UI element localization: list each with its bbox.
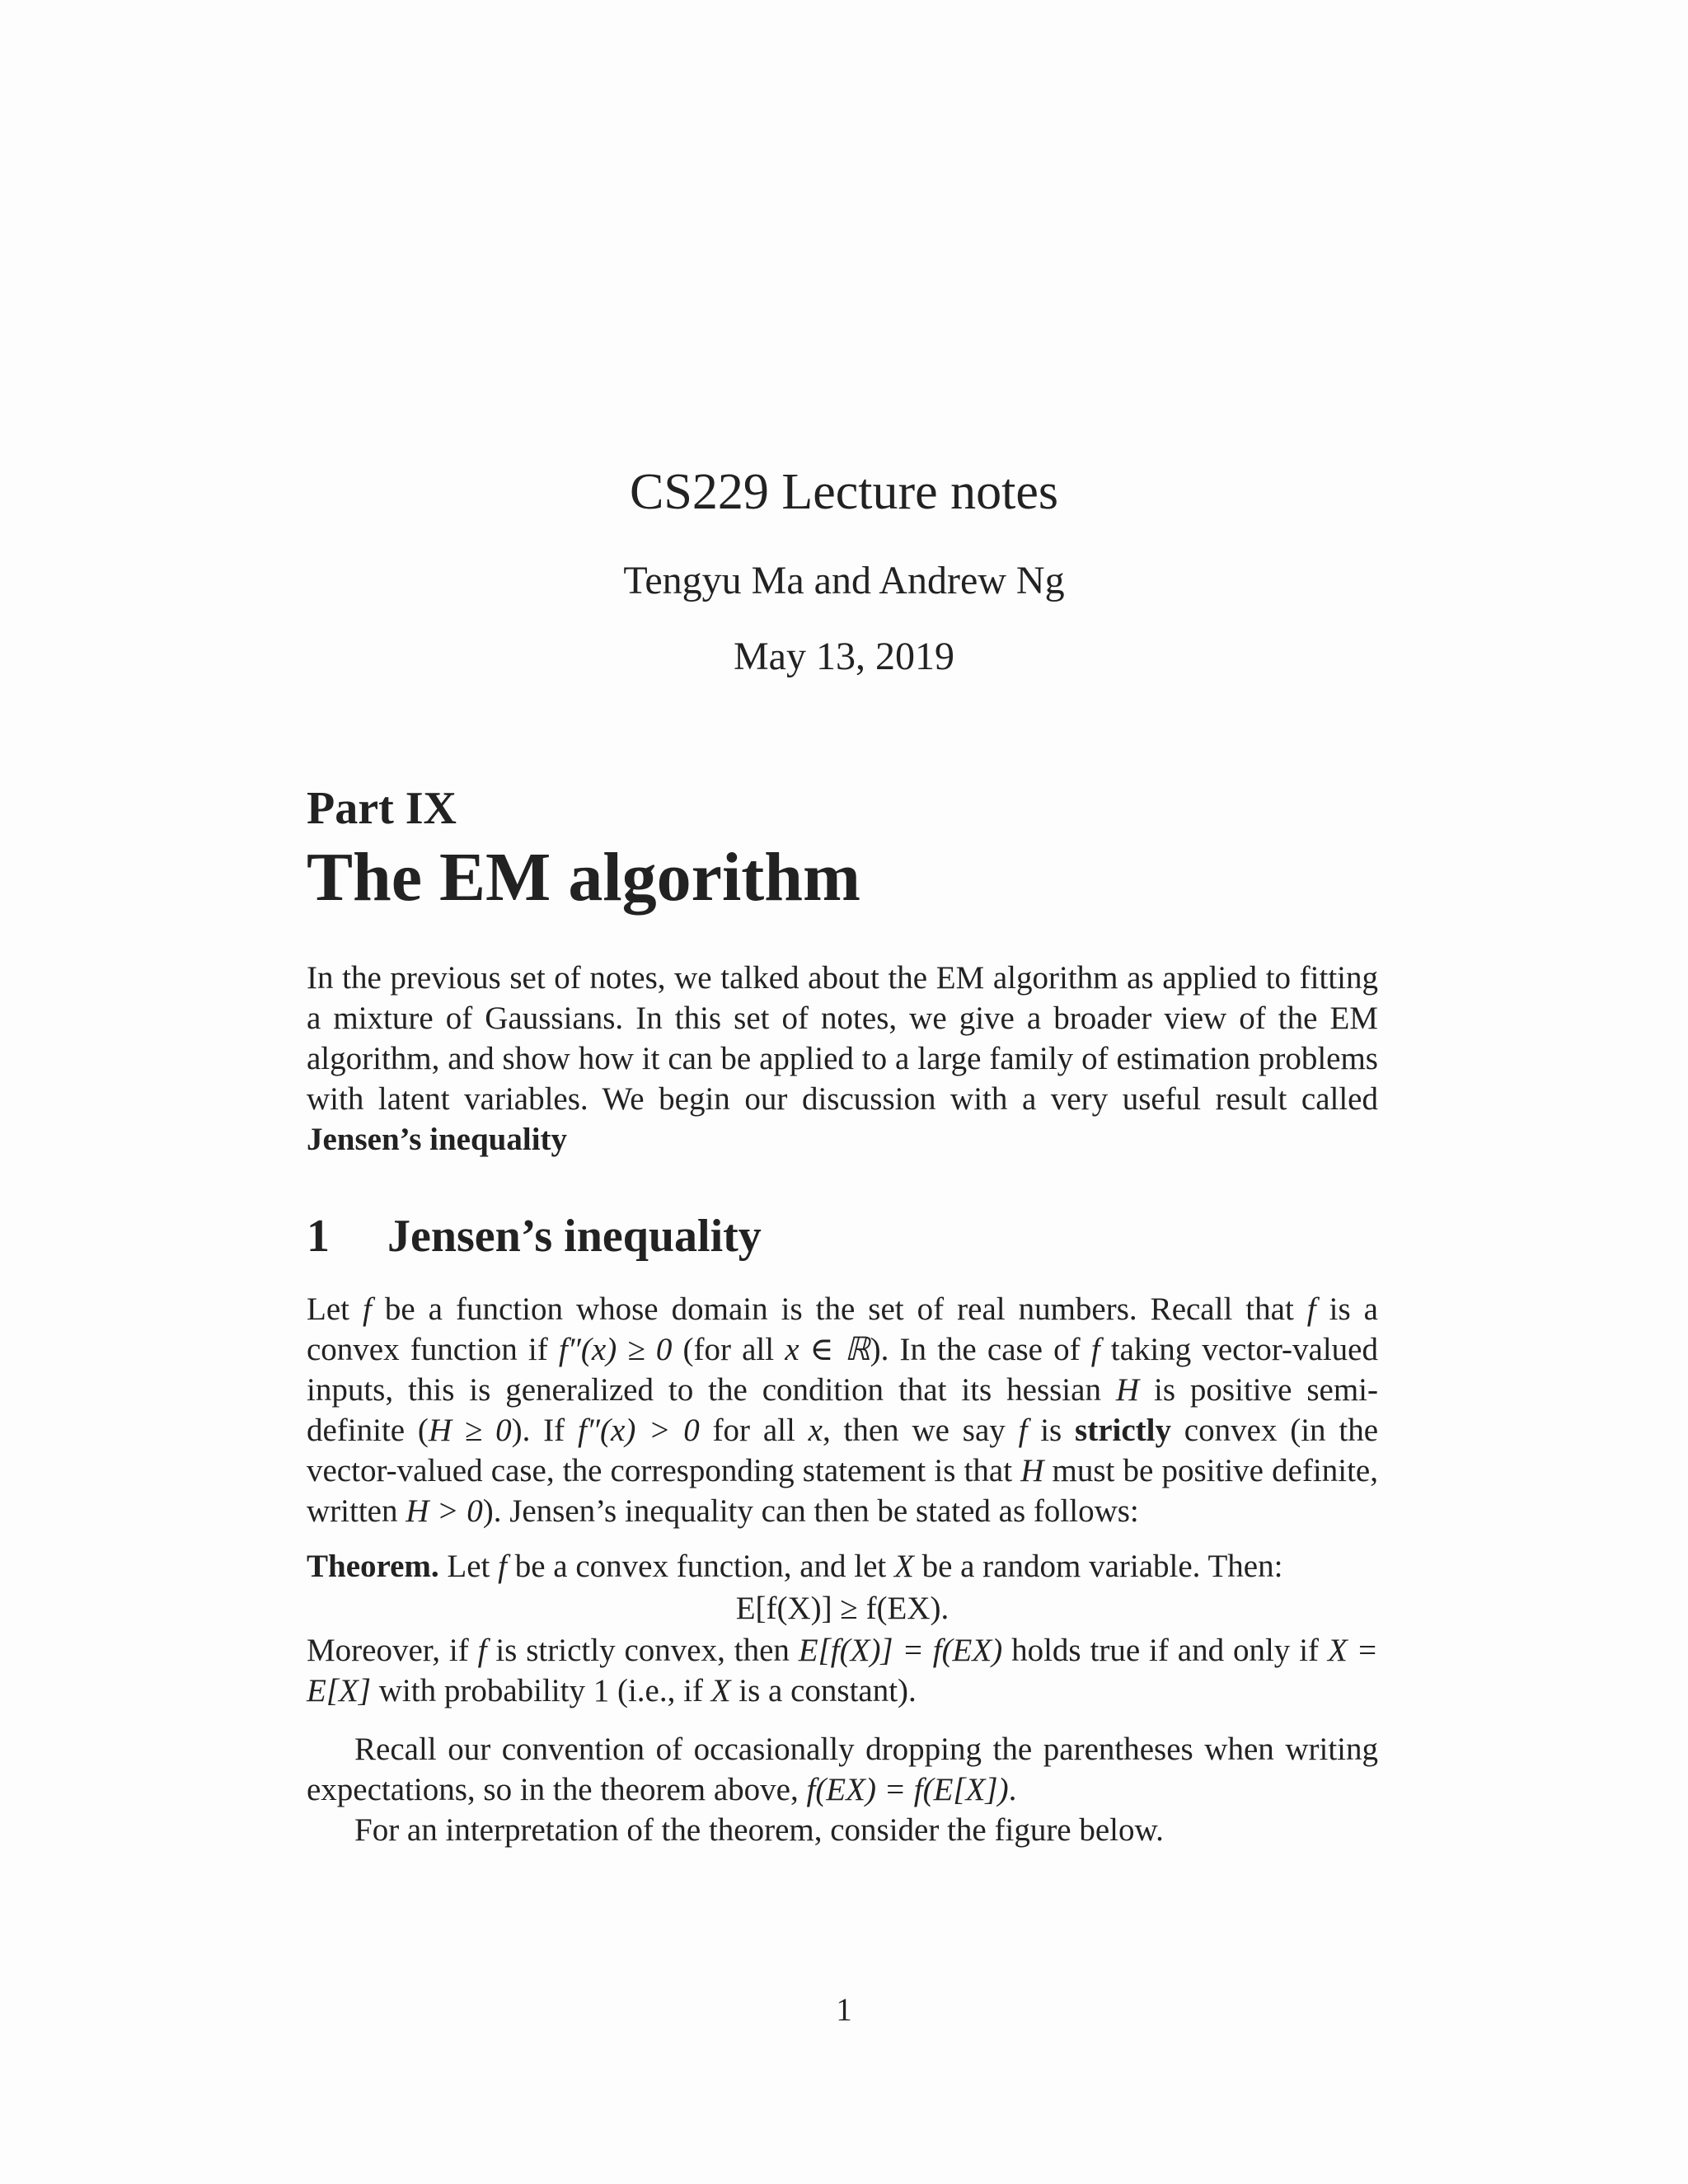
theorem-statement: [307, 1546, 1378, 1586]
text-span: is a convex function if: [307, 1291, 1378, 1367]
text-span: for all: [699, 1412, 809, 1448]
page-number: 1: [836, 1992, 852, 2027]
math-var: f: [1090, 1331, 1100, 1367]
document-authors: Tengyu Ma and Andrew Ng: [623, 559, 1065, 603]
part-title: The EM algorithm: [307, 839, 860, 916]
math-var: f: [362, 1291, 372, 1327]
section-heading: [307, 1209, 1378, 1264]
text-span: (for all: [672, 1331, 785, 1367]
text-span: holds true if and only if: [1002, 1632, 1328, 1668]
text-span: convex (in the vector-valued case, the corresponding statement is that: [307, 1412, 1379, 1488]
math-expression: E[f(X)] = f(EX): [798, 1632, 1003, 1668]
document-date: May 13, 2019: [734, 634, 954, 678]
convention-paragraph: [307, 1729, 1378, 1810]
text-span: with probability 1 (i.e., if: [371, 1672, 711, 1708]
text-span: be a random variable. Then:: [913, 1548, 1283, 1584]
text-span: .: [1008, 1771, 1017, 1807]
equality-condition-paragraph: [307, 1630, 1378, 1711]
text-span: is positive semi-definite (: [307, 1371, 1378, 1448]
math-var: f: [1306, 1291, 1316, 1327]
intro-text: In the previous set of notes, we talked about the EM algorithm as applied to fitting a mixture of Gaussians. In this set of notes, we give a broader view of the EM algorithm, and show how it can be applied to a large family of estimation problems with latent variables. We begin our discussion with a very useful result called: [307, 959, 1378, 1117]
math-var: X: [710, 1672, 731, 1708]
intro-bold-term: Jensen’s inequality: [307, 1121, 568, 1157]
math-var: f: [477, 1632, 487, 1668]
text-span: , then we say: [822, 1412, 1019, 1448]
text-span: Moreover, if: [307, 1632, 478, 1668]
text-span: be a convex function, and let: [506, 1548, 894, 1584]
math-var: x: [808, 1412, 823, 1448]
text-span: Recall our convention of occasionally dropping the parentheses when writing expectations, so in the theorem above,: [307, 1731, 1378, 1807]
part-label: Part IX: [307, 783, 457, 834]
math-expression: H ≥ 0: [428, 1412, 512, 1448]
text-span: Let: [438, 1548, 499, 1584]
text-span: ). Jensen’s inequality can then be stated as follows:: [482, 1493, 1139, 1529]
math-expression: H > 0: [406, 1493, 483, 1529]
text-span: ). If: [511, 1412, 578, 1448]
text-span: taking vector-valued inputs, this is generalized to the condition that its hessian: [307, 1331, 1378, 1408]
convexity-paragraph: [307, 1289, 1378, 1531]
text-span: must be positive definite, written: [307, 1452, 1378, 1529]
math-var: H: [1020, 1452, 1044, 1488]
text-span: ). In the case of: [870, 1331, 1091, 1367]
math-expression: f″(x) ≥ 0: [558, 1331, 673, 1367]
text-span: is: [1027, 1412, 1076, 1448]
document-title: CS229 Lecture notes: [629, 464, 1058, 520]
main-content: [307, 781, 1378, 1850]
section-title: Jensen’s inequality: [387, 1210, 762, 1262]
bold-term: strictly: [1075, 1412, 1171, 1448]
math-var: X: [893, 1548, 914, 1584]
math-expression: X = E[X]: [307, 1632, 1378, 1708]
figure-reference-paragraph: For an interpretation of the theorem, consider the figure below.: [354, 1811, 1164, 1848]
intro-paragraph: [307, 958, 1378, 1160]
math-expression: x ∈ ℝ: [785, 1331, 870, 1367]
math-var: H: [1115, 1371, 1140, 1408]
text-span: Let: [307, 1291, 363, 1327]
text-span: is strictly convex, then: [486, 1632, 799, 1668]
math-var: f: [1018, 1412, 1028, 1448]
math-expression: f″(x) > 0: [577, 1412, 700, 1448]
math-expression: f(EX) = f(E[X]): [806, 1771, 1009, 1807]
math-var: f: [498, 1548, 507, 1584]
text-span: be a function whose domain is the set of real numbers. Recall that: [371, 1291, 1307, 1327]
theorem-label: Theorem.: [307, 1548, 439, 1584]
section-number: 1: [307, 1210, 330, 1262]
title-block: [0, 462, 1688, 681]
text-span: is a constant).: [730, 1672, 917, 1708]
jensen-equation: E[f(X)] ≥ f(EX).: [735, 1590, 950, 1626]
